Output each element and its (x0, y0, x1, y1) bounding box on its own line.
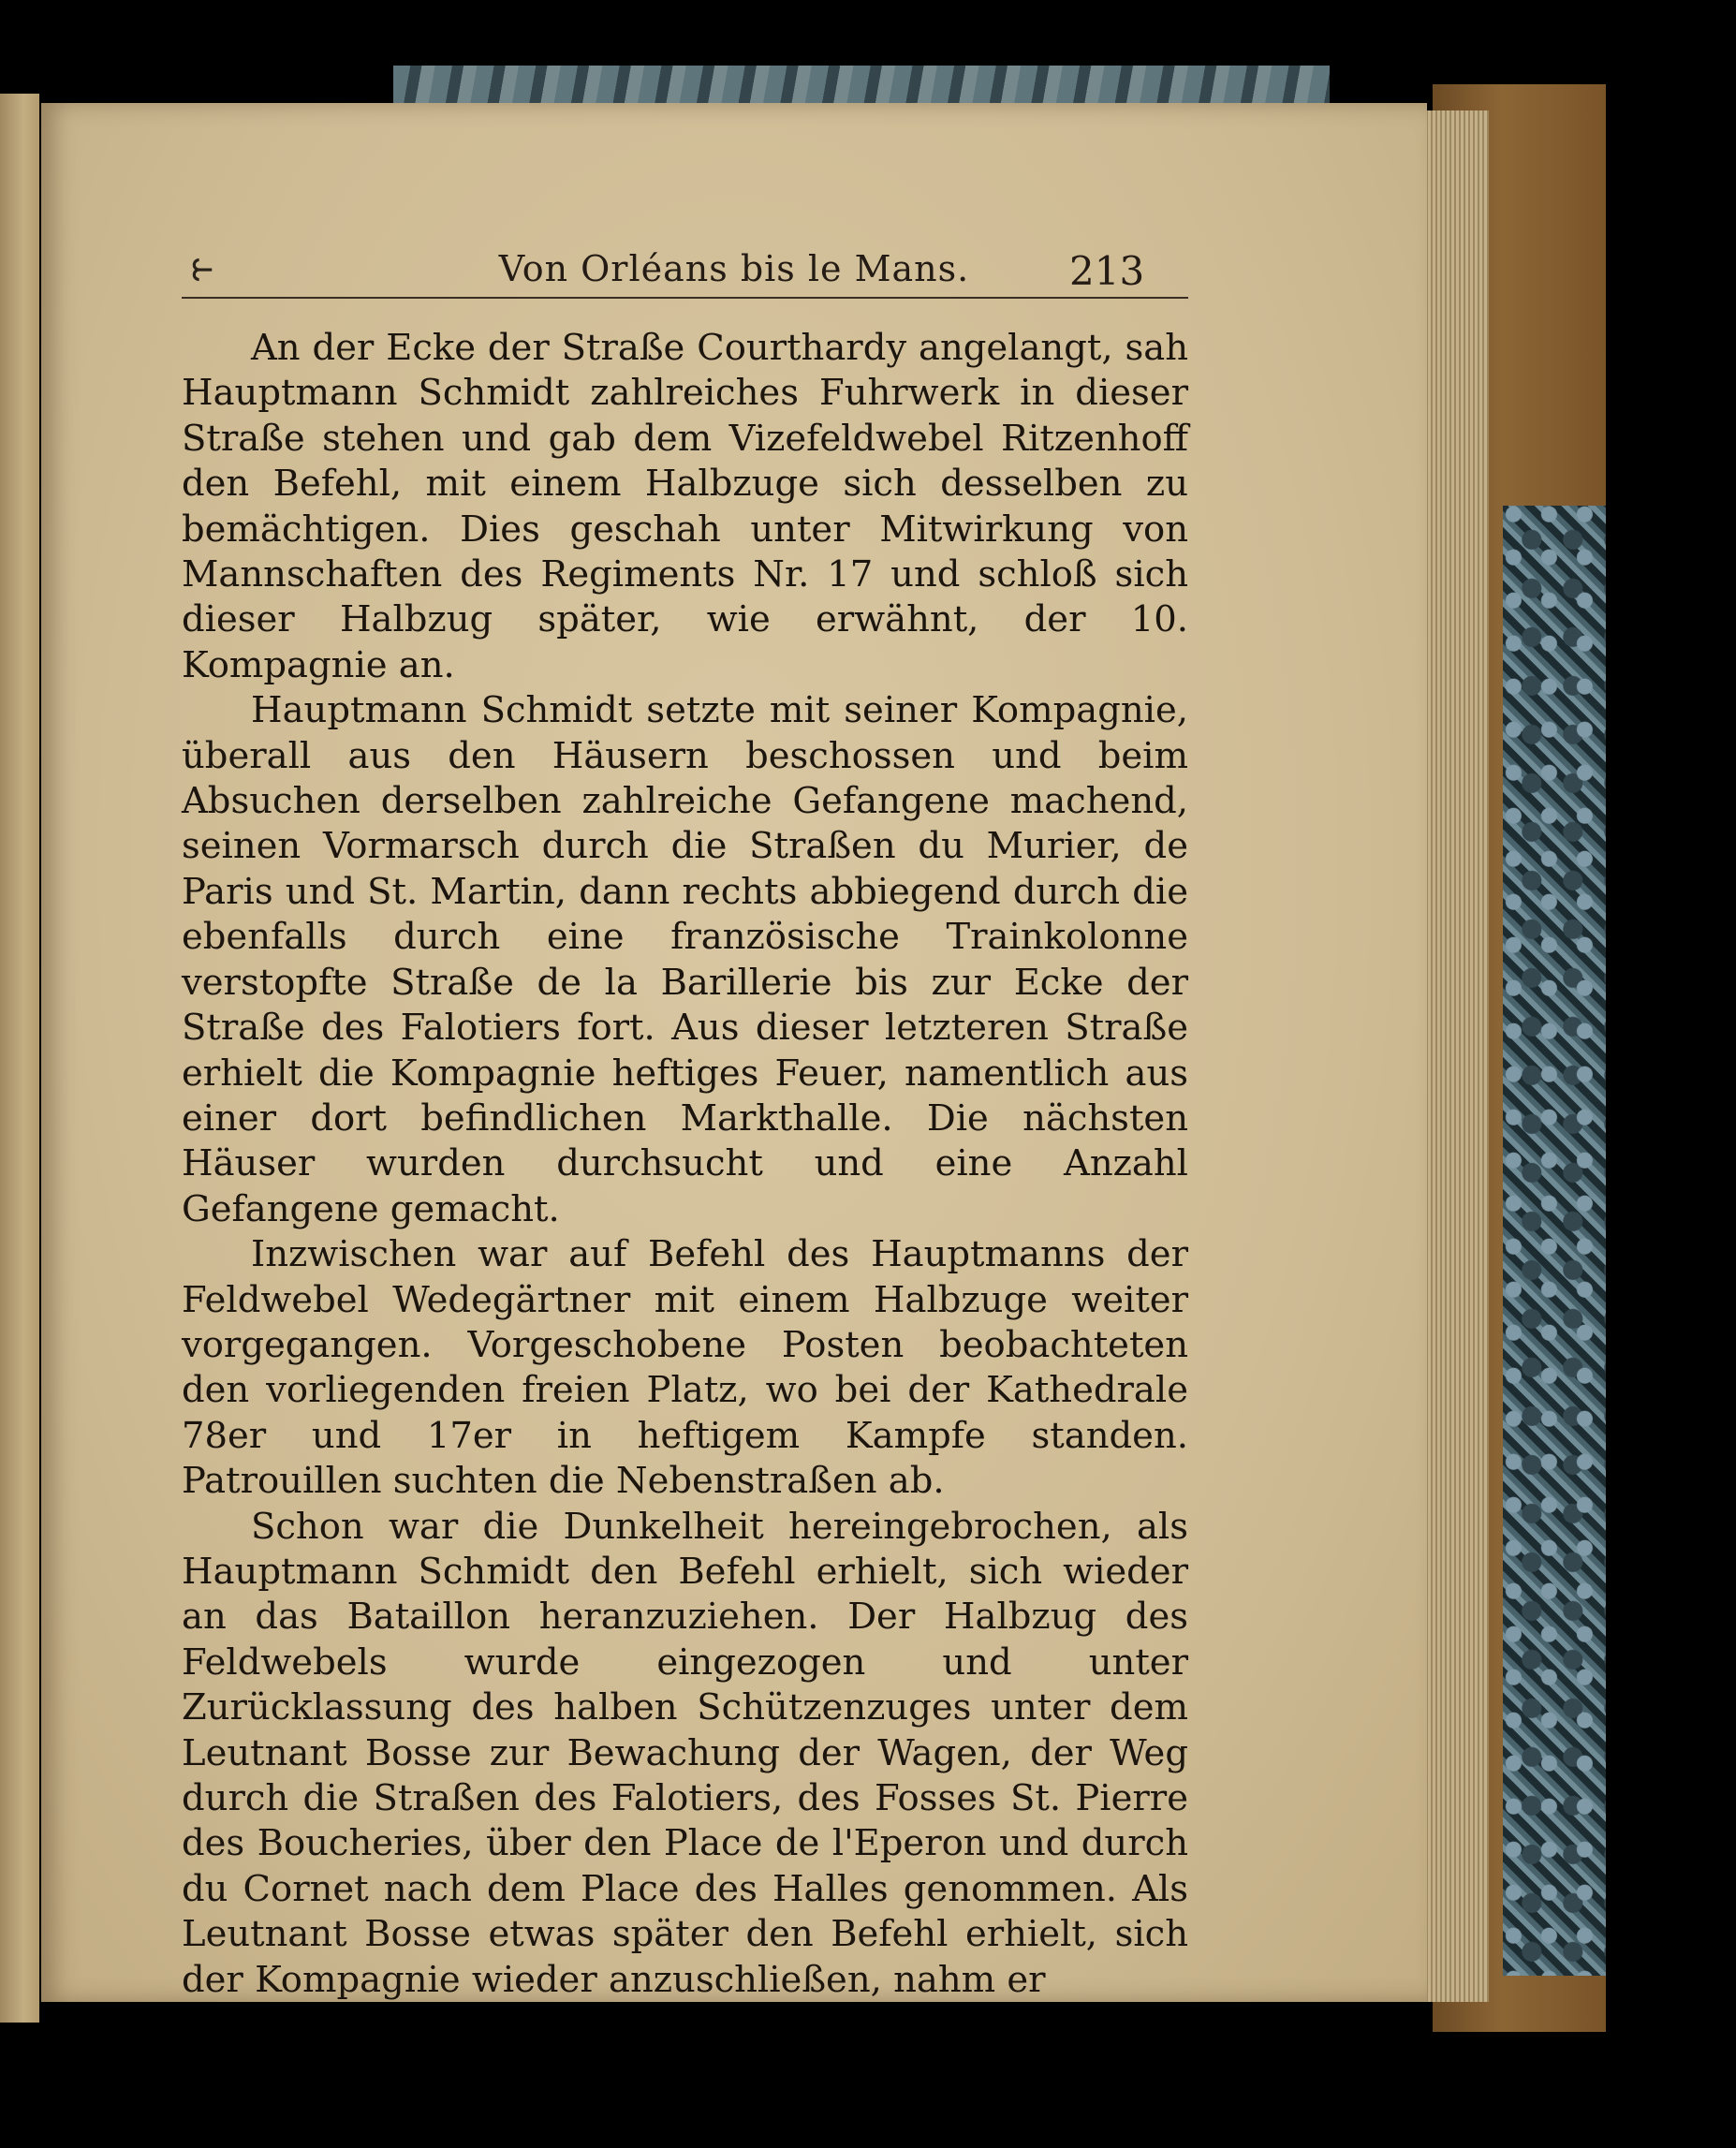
paragraph: Inzwischen war auf Befehl des Hauptmanns der Feldwebel Wedegärtner mit einem Halbzuge weiter vorgegangen. Vorgeschobene Posten beobachteten den vorliegenden freien Platz, wo bei der Kathedrale 78er und 17er in heftigem Kampfe standen. Patrouillen suchten die Nebenstraßen ab. (182, 1233, 1188, 1503)
page-stack-edges (1423, 110, 1489, 2002)
marbled-top-edge (393, 66, 1330, 107)
paragraph: An der Ecke der Straße Courthardy angelangt, sah Hauptmann Schmidt zahlreiches Fuhrwerk in dieser Straße stehen und gab dem Vizefeldwebel Ritzenhoff den Befehl, mit einem Halbzuge sich desselben zu bemächtigen. Dies geschah unter Mitwirkung von Mannschaften des Regiments Nr. 17 und schloß sich dieser Halbzug später, wie erwähnt, der 10. Kompagnie an. (182, 327, 1188, 686)
header-ornament: ⥼ (186, 248, 218, 291)
header-rule (182, 297, 1188, 299)
paragraph: Hauptmann Schmidt setzte mit seiner Kompagnie, überall aus den Häusern beschossen und beim Absuchen derselben zahlreiche Gefangene machend, seinen Vormarsch durch die Straßen du Murier, de Paris und St. Martin, dann rechts abbiegend durch die ebenfalls durch eine französische Trainkolonne verstopfte Straße de la Barillerie bis zur Ecke der Straße des Falotiers fort. Aus dieser letzteren Straße erhielt die Kompagnie heftiges Feuer, namentlich aus einer dort befindlichen Markthalle. Die nächsten Häuser wurden durchsucht und eine Anzahl Gefangene gemacht. (182, 689, 1188, 1230)
running-header (41, 248, 1427, 304)
marbled-cover-paper (1503, 506, 1606, 1976)
running-title: Von Orléans bis le Mans. (498, 248, 970, 289)
left-page-edge (0, 94, 39, 2023)
body-text (182, 326, 1188, 2003)
book-page (41, 103, 1427, 2002)
page-number: 213 (1069, 248, 1145, 294)
paragraph: Schon war die Dunkelheit hereingebrochen, als Hauptmann Schmidt den Befehl erhielt, sich wieder an das Bataillon heranzuziehen. Der Halbzug des Feldwebels wurde eingezogen und unter Zurücklassung des halben Schützenzuges unter dem Leutnant Bosse zur Bewachung der Wagen, der Weg durch die Straßen des Falotiers, des Fosses St. Pierre des Boucheries, über den Place de l'Eperon und durch du Cornet nach dem Place des Halles genommen. Als Leutnant Bosse etwas später den Befehl erhielt, sich der Kompagnie wieder anzuschließen, nahm er (182, 1505, 1188, 2001)
